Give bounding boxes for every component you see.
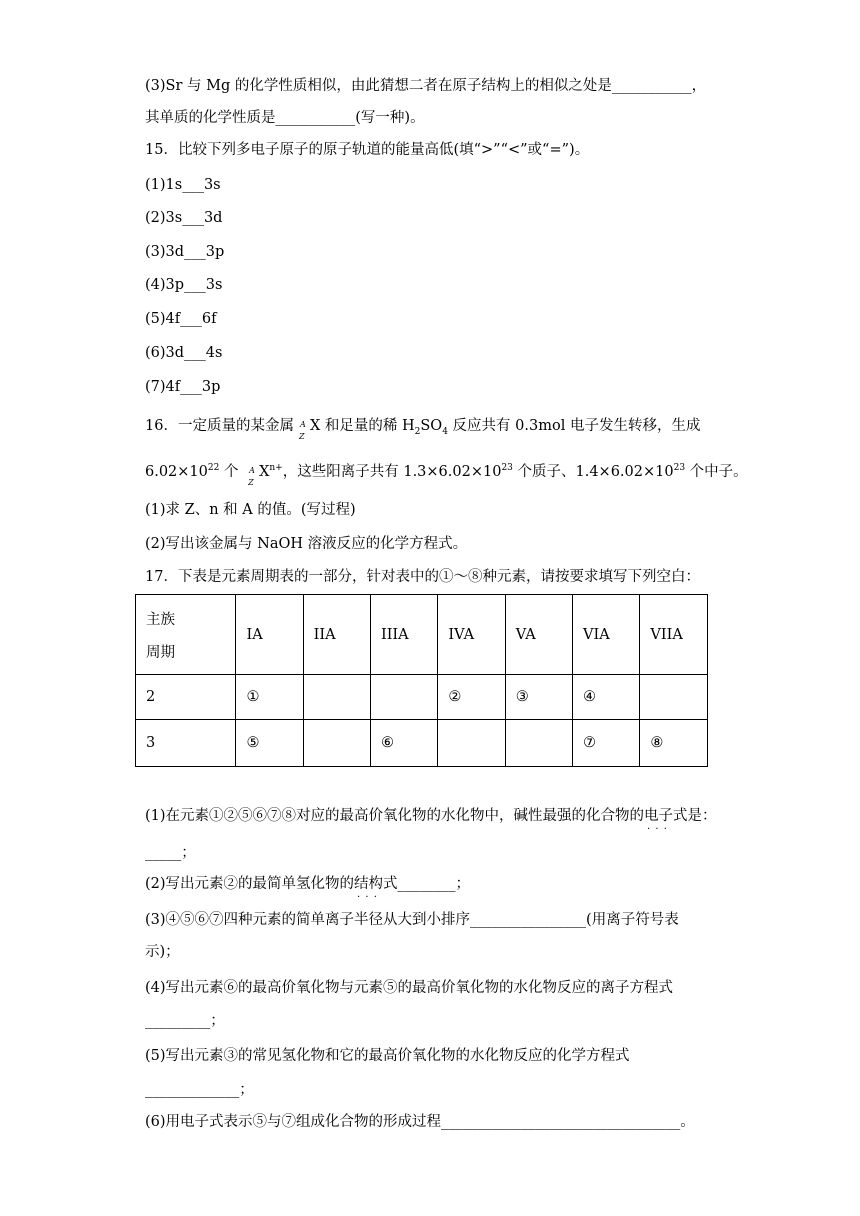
- q17-p1-tail: 是：: [687, 808, 717, 824]
- q17-stem: 17．下表是元素周期表的一部分，针对表中的①～⑧种元素，请按要求填写下列空白：: [145, 569, 700, 585]
- q14-part3-line2: 其单质的化学性质是___________(写一种)。: [145, 110, 425, 126]
- periodic-table: [135, 594, 708, 767]
- q15-item-2: (2)3s___3d: [145, 210, 223, 226]
- corner-period-label: 周期: [146, 644, 175, 661]
- q16-l2-f: 个中子。: [685, 464, 748, 480]
- q15-stem: 15．比较下列多电子原子的原子轨道的能量高低(填“>”“<”或“=”)。: [145, 142, 590, 158]
- q16-sub2: 2: [414, 426, 421, 437]
- q16-stem-line1: [145, 416, 701, 441]
- q15-item-6: (6)3d___4s: [145, 345, 223, 361]
- q17-p2-emphasis: 结构式 · · ·: [354, 874, 398, 894]
- q17-part1-blank: _____；: [145, 845, 196, 861]
- q17-p1-emphasis: 电子式 · · ·: [644, 806, 688, 826]
- ion-nuclide-symbol: [247, 462, 257, 487]
- q16-sup23a: 23: [501, 463, 513, 474]
- q17-part1: [145, 806, 717, 826]
- q16-l2-d: ，这些阳离子共有 1.3×6.02×10: [282, 464, 502, 480]
- q16-text-c: SO: [420, 418, 443, 434]
- mass-number: A: [299, 420, 306, 429]
- element-cell: [438, 720, 505, 767]
- q14-part3-line1: (3)Sr 与 Mg 的化学性质相似，由此猜想二者在原子结构上的相似之处是___________，: [145, 78, 707, 94]
- table-row: [136, 720, 708, 767]
- q17-part5-line2: _____________；: [145, 1082, 254, 1098]
- element-cell: ①: [236, 675, 303, 720]
- element-cell: [303, 675, 370, 720]
- q16-text-d: 反应共有 0.3mol 电子发生转移，生成: [447, 418, 701, 434]
- q17-part5-line1: (5)写出元素③的常见氢化物和它的最高价氧化物的水化物反应的化学方程式: [145, 1048, 630, 1064]
- q17-part4-line2: _________；: [145, 1013, 225, 1029]
- q16-l2-c: X: [259, 464, 270, 480]
- nuclide-symbol: [298, 416, 308, 441]
- element-cell: ⑥: [370, 720, 437, 767]
- group-header: VA: [505, 595, 572, 675]
- q15-item-1: (1)1s___3s: [145, 177, 221, 193]
- table-header-row: [136, 595, 708, 675]
- q15-item-7: (7)4f___3p: [145, 379, 221, 395]
- q16-l2-b: 个: [219, 464, 244, 480]
- group-header: VIIA: [640, 595, 708, 675]
- q16-stem-line2: [145, 462, 748, 487]
- table-corner: [136, 595, 236, 675]
- q16-supn: n+: [269, 463, 283, 474]
- q15-item-5: (5)4f___6f: [145, 311, 217, 327]
- ion-mass-number: A: [249, 466, 255, 475]
- group-header: IIIA: [370, 595, 437, 675]
- group-header: IA: [236, 595, 303, 675]
- q16-sub2: (2)写出该金属与 NaOH 溶液反应的化学方程式。: [145, 536, 468, 552]
- q17-part3-line2: 示)；: [145, 944, 180, 960]
- atomic-number: Z: [298, 432, 305, 441]
- q17-p2-text: (2)写出元素②的最简单氢化物的: [145, 876, 355, 892]
- q16-l2-a: 6.02×10: [145, 464, 208, 480]
- q17-p1-text: (1)在元素①②⑤⑥⑦⑧对应的最高价氧化物的水化物中，碱性最强的化合物的: [145, 808, 645, 824]
- element-cell: ⑦: [573, 720, 640, 767]
- q16-sub4: 4: [442, 426, 448, 437]
- element-cell: [505, 720, 572, 767]
- table-row: [136, 675, 708, 720]
- ion-atomic-number: Z: [248, 478, 254, 487]
- element-cell: [640, 675, 708, 720]
- period-cell: 2: [136, 675, 236, 720]
- element-cell: [370, 675, 437, 720]
- q15-item-4: (4)3p___3s: [145, 277, 223, 293]
- q17-part2: [145, 874, 470, 894]
- q16-sup22: 22: [207, 463, 220, 474]
- group-header: IIA: [303, 595, 370, 675]
- corner-group-label: 主族: [146, 611, 175, 628]
- q16-text-a: 16．一定质量的某金属: [145, 418, 294, 434]
- element-cell: ③: [505, 675, 572, 720]
- element-cell: ②: [438, 675, 505, 720]
- q17-part3-line1: (3)④⑤⑥⑦四种元素的简单离子半径从大到小排序________________(用离子符号表: [145, 912, 679, 928]
- q17-part6: (6)用电子式表示⑤与⑦组成化合物的形成过程_________________________________。: [145, 1114, 695, 1130]
- q16-text-b: X 和足量的稀 H: [309, 418, 415, 434]
- group-header: IVA: [438, 595, 505, 675]
- group-header: VIA: [573, 595, 640, 675]
- element-cell: [303, 720, 370, 767]
- element-cell: ⑤: [236, 720, 303, 767]
- q15-item-3: (3)3d___3p: [145, 244, 225, 260]
- period-cell: 3: [136, 720, 236, 767]
- q17-p2-tail: ________；: [397, 876, 471, 892]
- q16-sub1: (1)求 Z、n 和 A 的值。(写过程): [145, 502, 356, 518]
- q16-sup23b: 23: [673, 463, 686, 474]
- q16-l2-e: 个质子、1.4×6.02×10: [512, 464, 674, 480]
- q17-part4-line1: (4)写出元素⑥的最高价氧化物与元素⑤的最高价氧化物的水化物反应的离子方程式: [145, 980, 674, 996]
- element-cell: ⑧: [640, 720, 708, 767]
- element-cell: ④: [573, 675, 640, 720]
